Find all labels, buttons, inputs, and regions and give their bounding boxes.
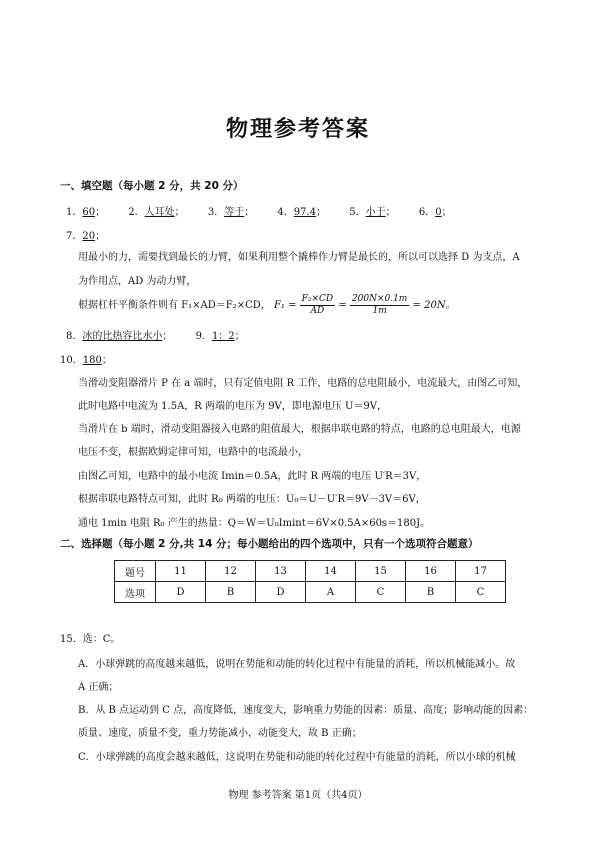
q4: 4．97.4；: [277, 207, 327, 218]
table-cell: 17: [456, 561, 506, 582]
q10-explanation-line: 由图乙可知，电路中的最小电流 Imin＝0.5A，此时 R 两端的电压 U′R＝3V，: [78, 471, 427, 482]
q7-answer: 7．20；: [66, 231, 106, 242]
table-header-cell: 选项: [115, 582, 156, 603]
q5: 5．小于；: [349, 207, 396, 218]
q3: 3．等于；: [207, 207, 255, 218]
q9: 9．1：2；: [195, 331, 245, 342]
q15-explanation-line: A 正确；: [78, 682, 119, 693]
page-footer: 物理 参考答案 第1页（共4页）: [228, 790, 368, 801]
q15-explanation-line: 质量、速度，质量不变，重力势能减小，动能变大，故 B 正确；: [78, 728, 362, 739]
section-heading-multiple-choice: 二、选择题（每小题 2 分,共 14 分；每小题给出的四个选项中，只有一个选项符合题意）: [60, 538, 479, 550]
q6: 6．0；: [418, 207, 452, 218]
answer-table: [114, 560, 506, 603]
q10-explanation-line: 通电 1min 电阻 R₀ 产生的热量：Q＝W＝U₀Imint＝6V×0.5A×60s＝180J。: [78, 518, 431, 529]
table-cell: B: [406, 582, 456, 603]
q8-q9-answers: [66, 327, 245, 342]
section-heading-fill-blank: 一、填空题（每小题 2 分，共 20 分）: [60, 180, 244, 192]
table-row: [115, 561, 506, 582]
table-cell: A: [306, 582, 356, 603]
q15-explanation-line: C．小球弹跳的高度会越来越低，这说明在势能和动能的转化过程中有能量的消耗，所以小球的机械: [78, 752, 516, 763]
q1: 1．60；: [66, 207, 106, 218]
answers-row-1-6: [66, 203, 452, 218]
table-cell: 16: [406, 561, 456, 582]
q2: 2．人耳处；: [128, 207, 185, 218]
table-cell: 12: [206, 561, 256, 582]
q10-explanation-line: 根据串联电路特点可知，此时 R₀ 两端的电压：U₀＝U－U′R＝9V－3V＝6V，: [78, 494, 426, 505]
table-cell: 14: [306, 561, 356, 582]
table-row: [115, 582, 506, 603]
q8: 8．冰的比热容比水小；: [66, 331, 173, 342]
table-cell: B: [206, 582, 256, 603]
q10-explanation-line: 当滑片在 b 端时，滑动变阻器接入电路的阻值最大，根据串联电路的特点，电路的总电阻最大，电源: [78, 424, 521, 435]
table-cell: 13: [256, 561, 306, 582]
q15-explanation-line: B．从 B 点运动到 C 点，高度降低，速度变大，影响重力势能的因素：质量、高度；影响动能的因素：: [78, 705, 534, 716]
q10-answer: 10．180；: [60, 355, 112, 366]
page-title: 物理参考答案: [225, 116, 370, 142]
q10-explanation-line: 电压不变，根据欧姆定律可知，电路中的电流最小，: [78, 447, 308, 458]
q15-head: 15．选：C。: [60, 634, 121, 645]
table-cell: 15: [356, 561, 406, 582]
table-cell: D: [256, 582, 306, 603]
table-cell: 11: [156, 561, 206, 582]
q10-explanation-line: 此时电路中电流为 1.5A，R 两端的电压为 9V，即电源电压 U＝9V，: [78, 401, 387, 412]
q15-explanation-line: A．小球弹跳的高度越来越低，说明在势能和动能的转化过程中有能量的消耗，所以机械能减小。故: [78, 659, 516, 670]
q7-explanation-line: 用最小的力，需要找到最长的力臂，如果利用整个撬棒作力臂是最长的，所以可以选择 D 为支点，A: [78, 252, 520, 263]
table-cell: C: [456, 582, 506, 603]
table-cell: C: [356, 582, 406, 603]
q7-formula: 根据杠杆平衡条件则有 F₁×AD＝F₂×CD， F₁ = $\frac{\text{F₂×CD}}{AD}$ = $\frac{200N\times 0.1m}{1m}$ = 20N。: [78, 294, 456, 316]
table-header-cell: 题号: [115, 561, 156, 582]
table-cell: D: [156, 582, 206, 603]
q7-explanation-line: 为作用点，AD 为动力臂，: [78, 276, 197, 287]
q10-explanation-line: 当滑动变阻器滑片 P 在 a 端时，只有定值电阻 R 工作，电路的总电阻最小，电流最大，由图乙可知，: [78, 378, 528, 389]
